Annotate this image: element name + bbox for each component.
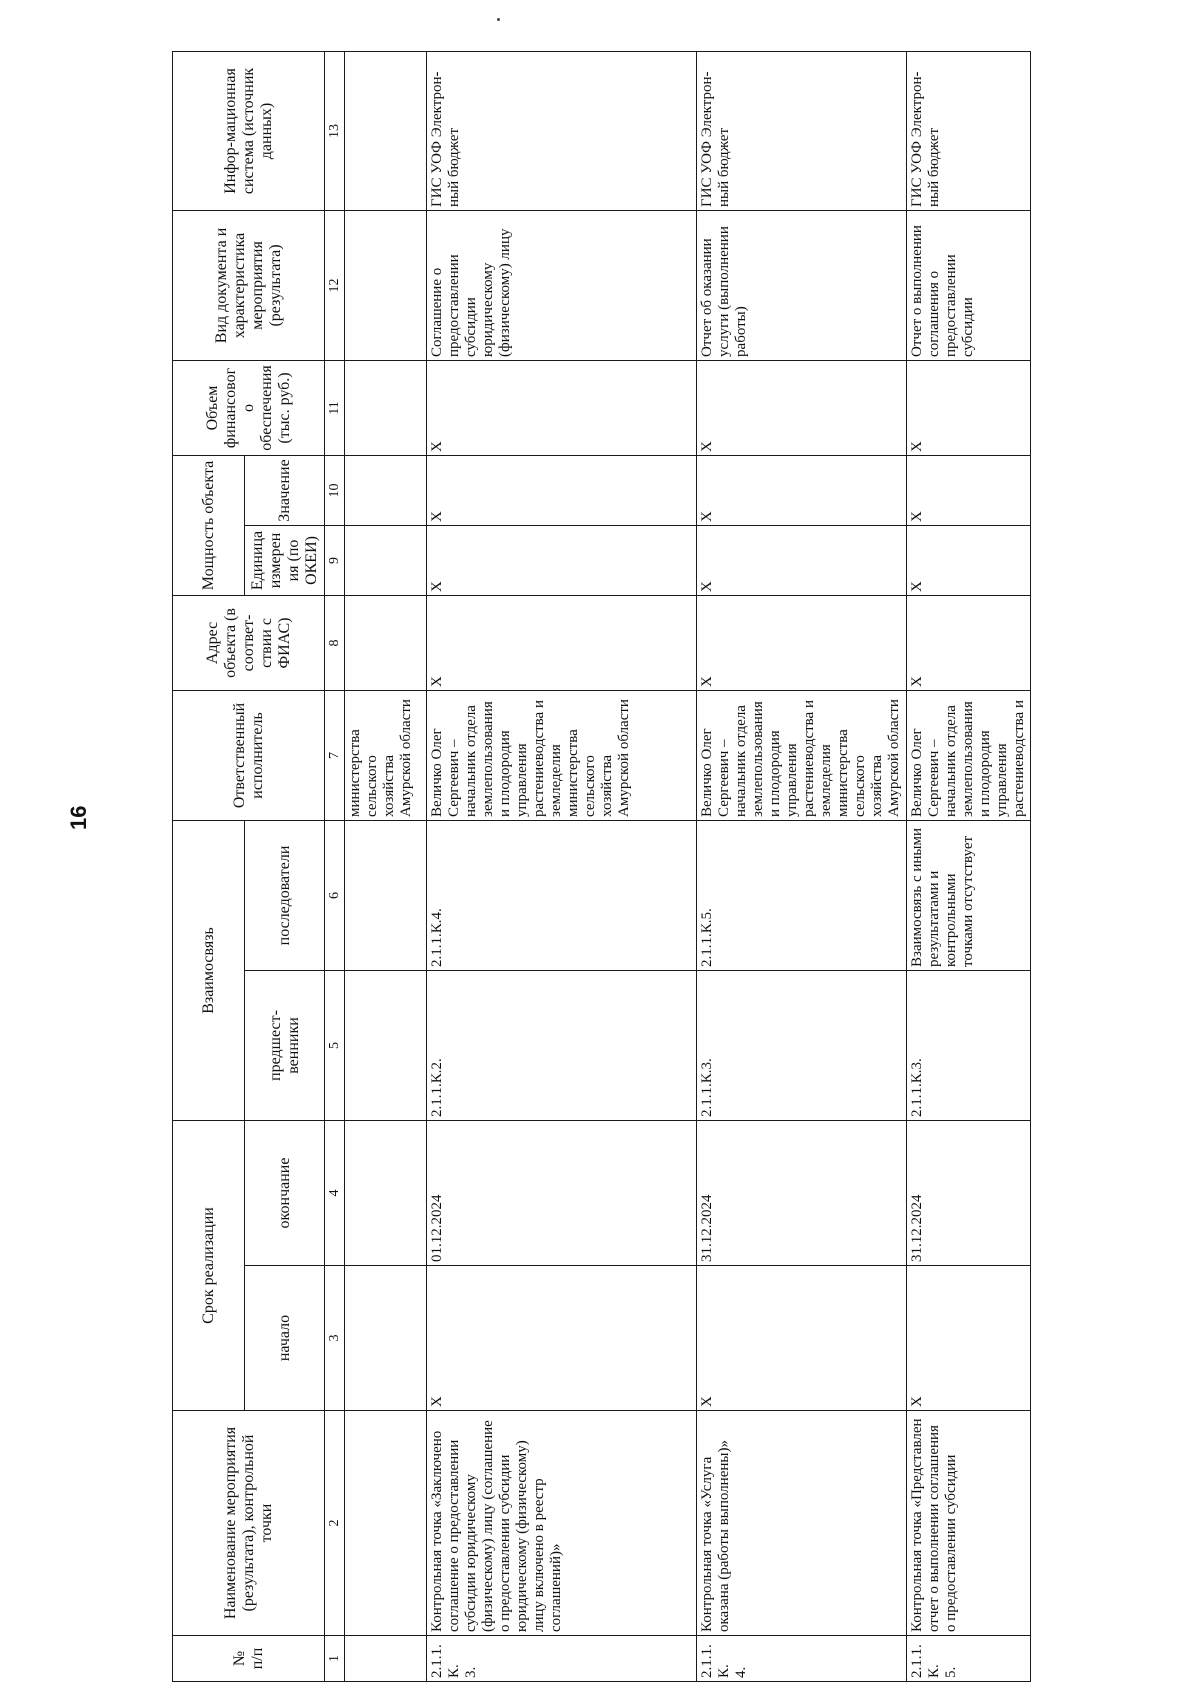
row-doc-type: Отчет о выполнении соглашения о предоставлении субсидии [907,210,1031,360]
header-num: № п/п [173,1636,325,1682]
continuation-row [345,51,427,1681]
table-row [427,51,697,1681]
header-unit: Единица измерения (по ОКЕИ) [245,525,325,595]
row-value: X [427,455,697,525]
row-address: X [907,595,1031,690]
row-name: Контрольная точка «Заключено соглашение о предоставлении субсидии юридическому (физическому) лицу (соглашение о предоставлении субсидии юридическому (физическому) лицу включено в реестр соглашений)» [427,1411,697,1636]
row-funding: X [427,360,697,455]
row-address: X [697,595,907,690]
cell [345,970,427,1120]
table-row [907,51,1031,1681]
row-start: X [427,1266,697,1411]
row-start: X [697,1266,907,1411]
column-number: 1 [325,1636,345,1682]
event-plan-table [172,51,1031,1682]
row-unit: X [907,525,1031,595]
cell [345,1411,427,1636]
row-doc-type: Соглашение о предоставлении субсидии юридическому (физическому) лицу [427,210,697,360]
column-number: 3 [325,1266,345,1411]
row-value: X [697,455,907,525]
row-responsible: Величко Олег Сергеевич – начальник отдела землепользования и плодородия управления растениеводства и [907,690,1031,820]
page-number-text: 16 [66,805,91,830]
row-predecessors: 2.1.1.К.3. [907,970,1031,1120]
cell [345,595,427,690]
header-name: Наименование мероприятия (результата), контрольной точки [173,1411,325,1636]
row-info-system: ГИС УОФ Электрон-ный бюджет [907,51,1031,210]
row-num: 2.1.1.К. 4. [697,1636,907,1682]
row-responsible: Величко Олег Сергеевич – начальник отдела землепользования и плодородия управления растениеводства и земледелия министерства сельского хозяйства Амурской области [427,690,697,820]
header-info-system: Инфор-мационная система (источник данных) [173,51,325,210]
cell [345,210,427,360]
cell [345,525,427,595]
cell [345,455,427,525]
cell [345,820,427,970]
column-number: 11 [325,360,345,455]
header-successors: последователи [245,820,325,970]
column-number: 13 [325,51,345,210]
column-number: 2 [325,1411,345,1636]
row-end: 01.12.2024 [427,1120,697,1265]
header-vzaim: Взаимосвязь [173,820,245,1120]
header-doc-type: Вид документа и характеристика мероприятия (результата) [173,210,325,360]
header-predecessors: предшест- венники [245,970,325,1120]
column-number: 12 [325,210,345,360]
row-address: X [427,595,697,690]
row-successors: 2.1.1.К.5. [697,820,907,970]
header-funding: Объем финансовог о обеспечения (тыс. руб.) [173,360,325,455]
column-number-row [325,51,345,1681]
row-unit: X [427,525,697,595]
continuation-responsible: министерства сельского хозяйства Амурской области [345,690,427,820]
row-name: Контрольная точка «Услуга оказана (работы выполнены)» [697,1411,907,1636]
header-srok: Срок реализации [173,1120,245,1410]
row-predecessors: 2.1.1.К.3. [697,970,907,1120]
row-name: Контрольная точка «Представлен отчет о выполнении соглашения о предоставлении субсидии [907,1411,1031,1636]
row-value: X [907,455,1031,525]
header-value: Значение [245,455,325,525]
page-number [0,805,91,870]
header-mosh: Мощность объекта [173,455,245,595]
cell [345,51,427,210]
rotated-table-container [172,52,1107,1682]
header-row-1 [173,51,245,1681]
column-number: 9 [325,525,345,595]
header-start: начало [245,1266,325,1411]
row-predecessors: 2.1.1.К.2. [427,970,697,1120]
row-info-system: ГИС УОФ Электрон-ный бюджет [427,51,697,210]
header-responsible: Ответственный исполнитель [173,690,325,820]
header-address: Адрес объекта (в соответ-ствии с ФИАС) [173,595,325,690]
column-number: 10 [325,455,345,525]
row-successors: Взаимосвязь с иными результатами и контрольными точками отсутствует [907,820,1031,970]
row-doc-type: Отчет об оказании услуги (выполнении работы) [697,210,907,360]
row-successors: 2.1.1.К.4. [427,820,697,970]
row-num: 2.1.1.К. 3. [427,1636,697,1682]
table-row [697,51,907,1681]
cell [345,1120,427,1265]
row-end: 31.12.2024 [697,1120,907,1265]
row-start: X [907,1266,1031,1411]
column-number: 4 [325,1120,345,1265]
cell [345,1636,427,1682]
column-number: 5 [325,970,345,1120]
row-unit: X [697,525,907,595]
row-responsible: Величко Олег Сергеевич – начальник отдела землепользования и плодородия управления растениеводства и земледелия министерства сельского хозяйства Амурской области [697,690,907,820]
scan-speck [497,18,500,21]
column-number: 7 [325,690,345,820]
row-funding: X [907,360,1031,455]
row-info-system: ГИС УОФ Электрон-ный бюджет [697,51,907,210]
row-num: 2.1.1.К. 5. [907,1636,1031,1682]
row-funding: X [697,360,907,455]
cell [345,1266,427,1411]
header-end: окончание [245,1120,325,1265]
cell [345,360,427,455]
column-number: 8 [325,595,345,690]
row-end: 31.12.2024 [907,1120,1031,1265]
column-number: 6 [325,820,345,970]
